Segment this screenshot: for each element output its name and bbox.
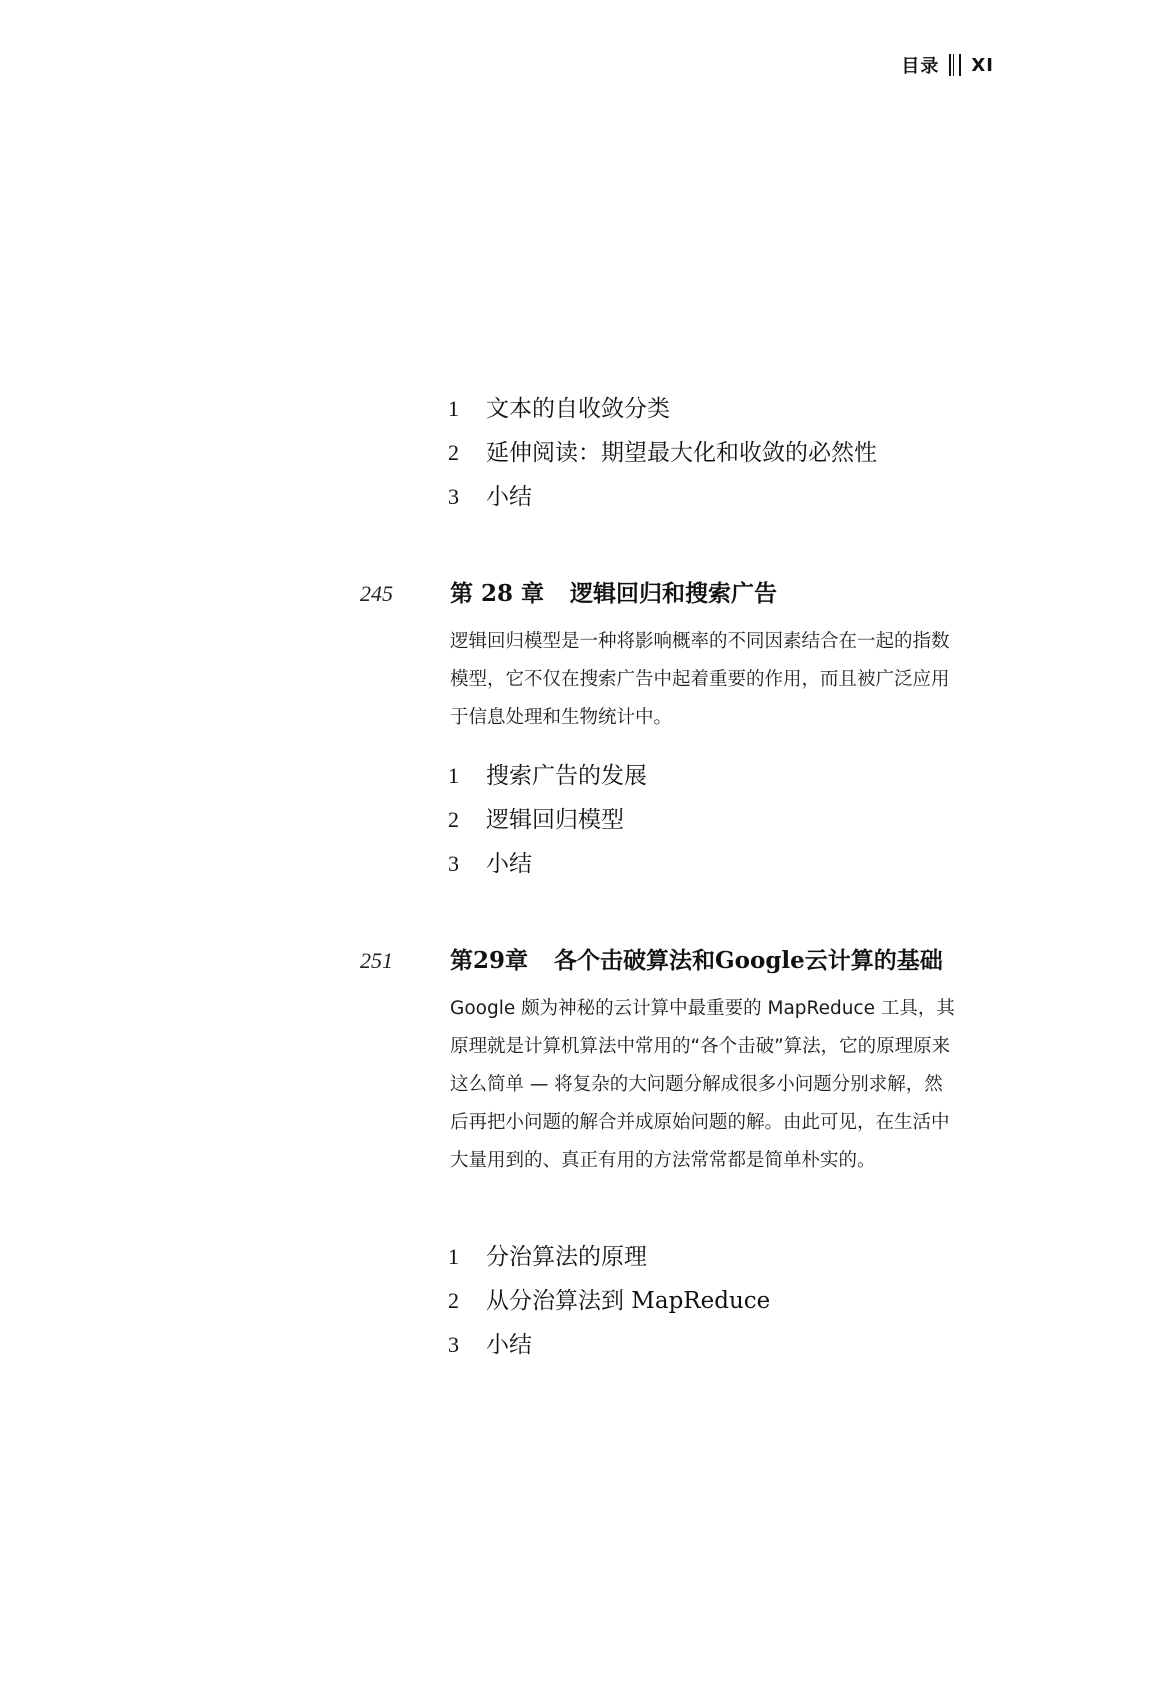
chapter-description: Google 颇为神秘的云计算中最重要的 MapReduce 工具，其原理就是计算机算法中常用的“各个击破”算法，它的原理原来这么简单 — 将复杂的大问题分解成很多小问题分别求解，然后再把小问题的解合并成原始问题的解。由此可见，在生活中大量用到的、真正有用的方法常常都是简单朴实的。 — [450, 998, 955, 1171]
section-item[interactable] — [448, 845, 647, 889]
chapter-description: 逻辑回归模型是一种将影响概率的不同因素结合在一起的指数模型，它不仅在搜索广告中起着重要的作用，而且被广泛应用于信息处理和生物统计中。 — [450, 631, 950, 728]
section-title: 从分治算法到 MapReduce — [486, 1288, 771, 1314]
section-title: 小结 — [486, 851, 532, 877]
chapter-28-section-list — [448, 757, 647, 889]
section-item[interactable] — [448, 801, 647, 845]
section-item[interactable] — [448, 1326, 770, 1370]
chapter-heading[interactable] — [360, 575, 980, 619]
chapter-page-number: 245 — [360, 581, 393, 606]
section-number: 1 — [448, 1244, 459, 1269]
header-page-number: XI — [971, 54, 994, 76]
chapter-page-number: 251 — [360, 948, 393, 973]
chapter-title: 逻辑回归和搜索广告 — [570, 580, 778, 607]
header-label: 目录 — [901, 56, 940, 77]
section-number: 3 — [448, 851, 459, 876]
section-number: 2 — [448, 807, 459, 832]
chapter-title: 各个击破算法和Google云计算的基础 — [554, 947, 943, 974]
section-number: 2 — [448, 440, 459, 465]
chapter-number: 第 28 章 — [450, 580, 545, 607]
section-title: 文本的自收敛分类 — [486, 396, 670, 422]
chapter-29-entry — [360, 942, 980, 1180]
section-number: 1 — [448, 396, 459, 421]
section-number: 3 — [448, 1332, 459, 1357]
section-title: 分治算法的原理 — [486, 1244, 647, 1270]
section-title: 搜索广告的发展 — [486, 763, 647, 789]
section-number: 3 — [448, 484, 459, 509]
section-title: 小结 — [486, 484, 532, 510]
section-item[interactable] — [448, 390, 877, 434]
chapter-28-entry — [360, 575, 980, 737]
prev-chapter-section-list — [448, 390, 877, 522]
section-number: 2 — [448, 1288, 459, 1313]
chapter-29-section-list — [448, 1238, 770, 1370]
chapter-number: 第29章 — [450, 947, 529, 974]
running-header — [901, 52, 994, 78]
section-title: 延伸阅读：期望最大化和收敛的必然性 — [486, 440, 877, 466]
section-title: 小结 — [486, 1332, 532, 1358]
section-number: 1 — [448, 763, 459, 788]
header-separator — [949, 54, 961, 76]
section-item[interactable] — [448, 1238, 770, 1282]
section-item[interactable] — [448, 1282, 770, 1326]
section-item[interactable] — [448, 757, 647, 801]
section-item[interactable] — [448, 434, 877, 478]
section-item[interactable] — [448, 478, 877, 522]
section-title: 逻辑回归模型 — [486, 807, 624, 833]
chapter-heading[interactable] — [360, 942, 980, 986]
